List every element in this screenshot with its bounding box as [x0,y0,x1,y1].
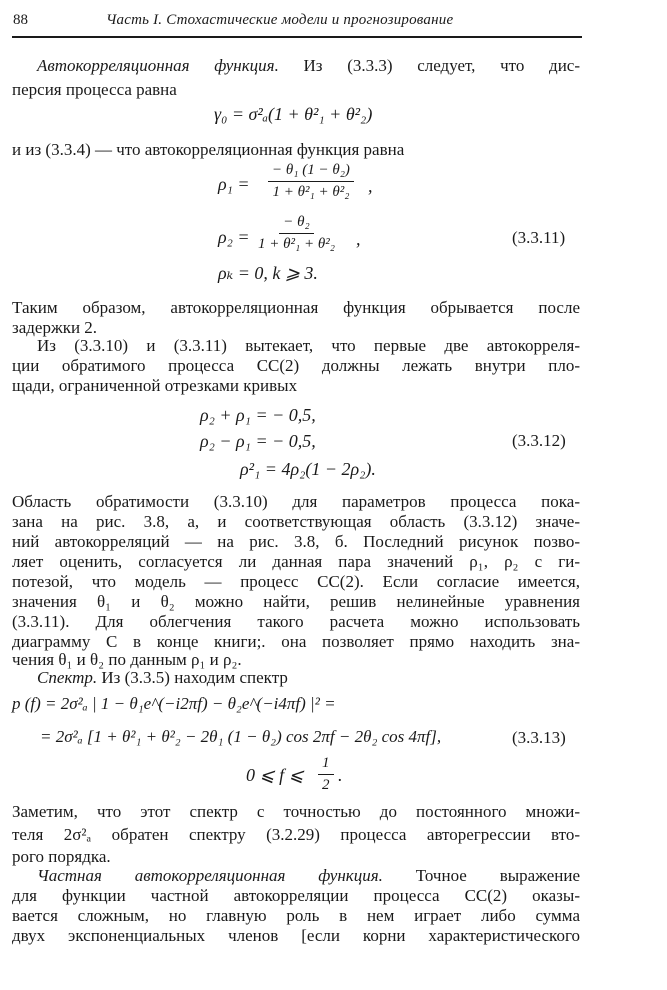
eq-range-period: . [338,765,343,785]
eq-rho2-lhs: ρ₂ = [218,227,250,247]
text-and-from: и из (3.3.4) — что автокорреляционная функция равна [12,140,405,159]
eq-rhok: ρₖ = 0, k ⩾ 3. [218,263,318,283]
eq-rho1-numerator: − θ₁ (1 − θ₂) [268,162,354,182]
equation-number-3-3-13: (3.3.13) [512,728,566,747]
paragraph-4-line-3: ний автокорреляций — на рис. 3.8, б. Последний рисунок позво- [12,532,580,551]
section-label-spectrum: Спектр. [37,668,98,687]
paragraph-4-line-4: ляет оценить, согласуется ли данная пара значений ρ₁, ρ₂ с ги- [12,552,580,571]
eq-rho2-comma: , [356,229,361,249]
eq-range-left: 0 ⩽ f ⩽ [246,765,304,785]
eq-rho1-fraction [268,162,354,201]
paragraph-4-line-8: диаграмму С в конце книги;. она позволяет прямо находить зна- [12,632,580,651]
paragraph-3-line-3: щади, ограниченной отрезками кривых [12,376,298,395]
paragraph-2-line-1: Таким образом, автокорреляционная функция обрывается после [12,298,580,317]
section-label-partial-autocorrelation: Частная автокорреляционная функция. [37,866,383,885]
eq-rho1-comma: , [368,176,373,196]
eq-rho2-numerator: − θ₂ [279,214,313,234]
paragraph-4-line-5: потезой, что модель — процесс СС(2). Если согласие имеется, [12,572,580,591]
paragraph-4-line-1: Область обратимости (3.3.10) для параметров процесса пока- [12,492,580,511]
paragraph-1-line-1: Автокорреляционная функция. Из (3.3.3) следует, что дис- [37,56,580,75]
paragraph-4-line-2: зана на рис. 3.8, а, и соответствующая область (3.3.12) значе- [12,512,580,531]
paragraph-3-line-1: Из (3.3.10) и (3.3.11) вытекает, что первые две автокорреля- [37,336,580,355]
paragraph-6-line-3: рого порядка. [12,847,111,866]
eq-range-numerator: 1 [318,755,334,775]
paragraph-7-line-3: вается сложным, но главную роль в нем играет либо сумма [12,906,580,925]
page-number: 88 [13,12,28,28]
eq-rho1-denominator: 1 + θ²₁ + θ²₂ [272,184,350,200]
paragraph-6-line-1: Заметим, что этот спектр с точностью до постоянного множи- [12,802,580,821]
section-label-autocorrelation: Автокорреляционная функция. [37,56,279,75]
paragraph-5-line-1: Спектр. Из (3.3.5) находим спектр [37,668,288,687]
running-title: Часть I. Стохастические модели и прогнозирование [106,12,454,28]
eq-3-3-12-line-3: ρ²₁ = 4ρ₂(1 − 2ρ₂). [240,459,376,479]
page-header [12,12,582,38]
paragraph-2-line-2: задержки 2. [12,318,98,337]
eq-rho1-lhs: ρ₁ = [218,174,250,194]
paragraph-6-line-2: теля 2σ²ₐ обратен спектру (3.2.29) процесса авторегрессии вто- [12,825,580,844]
paragraph-4-line-7: (3.3.11). Для облегчения такого расчета можно использовать [12,612,580,631]
paragraph-3-line-2: ции обратимого процесса СС(2) должны лежать внутри пло- [12,356,580,375]
paragraph-4-line-6: значения θ₁ и θ₂ можно найти, решив нелинейные уравнения [12,592,580,611]
paragraph-7-line-4: двух экспоненциальных членов [если корни характеристического [12,926,580,945]
eq-3-3-13-line-2: = 2σ²ₐ [1 + θ²₁ + θ²₂ − 2θ₁ (1 − θ₂) cos 2πf − 2θ₂ cos 4πf], [40,727,442,746]
eq-3-3-13-line-1: p (f) = 2σ²ₐ | 1 − θ₁e^(−i2πf) − θ₂e^(−i4πf) |² = [12,694,336,713]
eq-rho2-denominator: 1 + θ²₁ + θ²₂ [258,236,335,252]
paragraph-4-line-9: чения θ₁ и θ₂ по данным ρ₁ и ρ₂. [12,650,242,669]
eq-range-denominator: 2 [322,777,330,793]
eq-rho2-fraction [258,214,335,253]
eq-3-3-12-line-2: ρ₂ − ρ₁ = − 0,5, [200,431,316,451]
equation-number-3-3-11: (3.3.11) [512,228,566,247]
paragraph-1-line-2: персия процесса равна [12,80,177,99]
equation-number-3-3-12: (3.3.12) [512,431,566,450]
eq-range-fraction [318,755,334,794]
paragraph-7-line-2: для функции частной автокорреляции процесса СС(2) оказы- [12,886,580,905]
paragraph-7-line-1: Частная автокорреляционная функция. Точное выражение [37,866,580,885]
equation-variance: γ₀ = σ²ₐ(1 + θ²₁ + θ²₂) [214,104,373,124]
eq-3-3-12-line-1: ρ₂ + ρ₁ = − 0,5, [200,405,316,425]
